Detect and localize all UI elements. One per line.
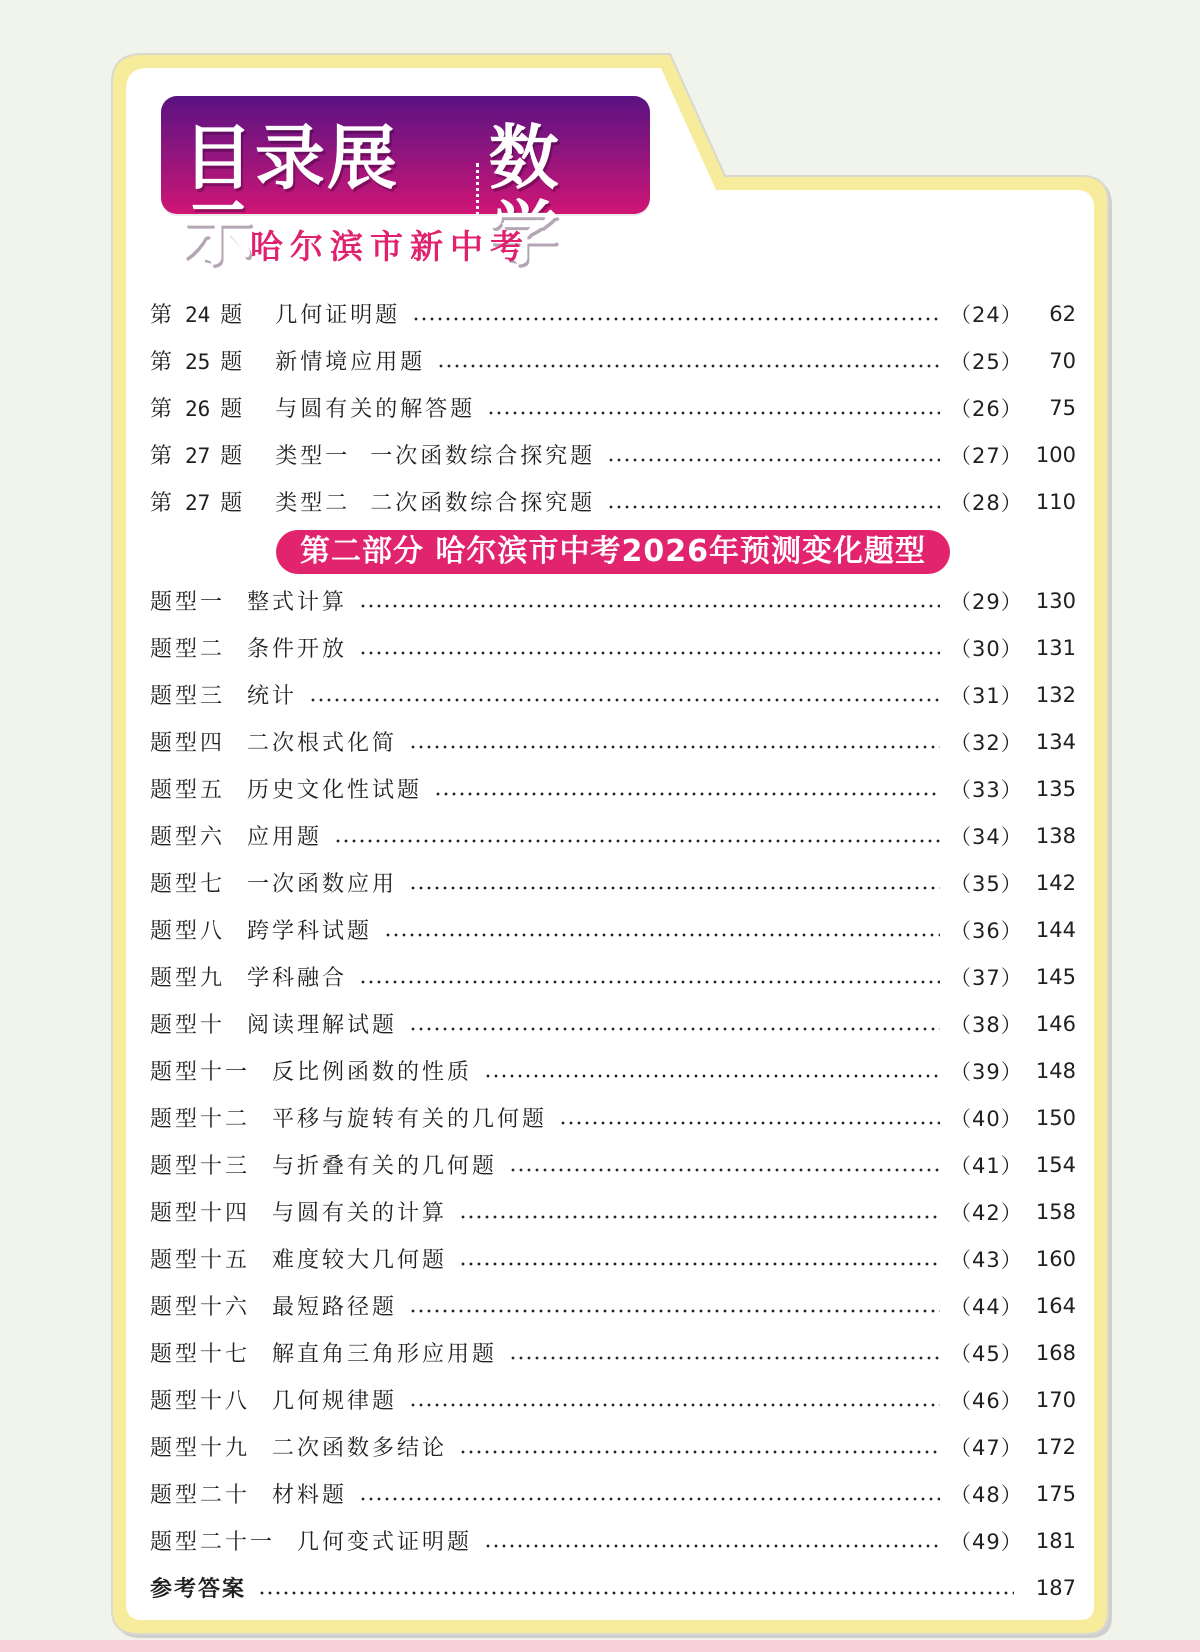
entry-label (150, 1431, 447, 1462)
leader-dots (484, 1544, 940, 1548)
entry-title: 条件开放 (247, 637, 348, 662)
entry-title: 二次函数多结论 (272, 1436, 448, 1461)
leader-dots (258, 1591, 1014, 1595)
entry-title: 阅读理解试题 (247, 1013, 398, 1038)
part-two-list (150, 577, 1076, 1564)
toc-entry[interactable] (150, 431, 1076, 478)
entry-label (150, 820, 322, 851)
entry-label (150, 585, 347, 616)
entry-ref: （29） (950, 589, 1023, 614)
entry-ref: （43） (950, 1247, 1023, 1272)
entry-type-label: 题型五 (150, 778, 226, 803)
toc-entry[interactable] (150, 1376, 1076, 1423)
entry-ref: （37） (950, 965, 1023, 990)
entry-page: 145 (1035, 964, 1076, 989)
entry-title: 几何规律题 (272, 1389, 398, 1414)
entry-page: 158 (1035, 1199, 1076, 1224)
toc-entry[interactable] (150, 337, 1076, 384)
entry-ref: （49） (950, 1529, 1023, 1554)
header-subtitle: 哈尔滨市新中考 (250, 227, 530, 266)
toc-entry[interactable] (150, 384, 1076, 431)
toc-entry[interactable] (150, 1141, 1076, 1188)
leader-dots (359, 651, 940, 655)
header-divider (476, 163, 479, 229)
leader-dots (409, 1027, 940, 1031)
part-one-list (150, 290, 1076, 525)
entry-ref: （40） (950, 1106, 1023, 1131)
part-two-title: 第二部分 哈尔滨市中考2026年预测变化题型 (276, 530, 950, 574)
entry-page: 181 (1035, 1528, 1076, 1553)
leader-dots (509, 1356, 940, 1360)
toc-entry[interactable] (150, 1470, 1076, 1517)
entry-page: 100 (1035, 442, 1076, 467)
entry-page: 70 (1049, 348, 1076, 373)
entry-type-label: 题型十五 (150, 1248, 251, 1273)
entry-page: 134 (1035, 729, 1076, 754)
answers-title: 参考答案 (150, 1577, 247, 1602)
entry-type-label: 题型十二 (150, 1107, 251, 1132)
entry-type-label: 题型九 (150, 966, 226, 991)
entry-type-label: 题型十一 (150, 1060, 251, 1085)
entry-title: 反比例函数的性质 (272, 1060, 473, 1085)
entry-label (150, 867, 397, 898)
entry-title: 与圆有关的解答题 (275, 397, 476, 422)
entry-ref: （25） (950, 349, 1023, 374)
leader-dots (607, 458, 940, 462)
entry-ref: （48） (950, 1482, 1023, 1507)
entry-ref: （34） (950, 824, 1023, 849)
entry-label (150, 439, 595, 470)
entry-title: 二次根式化简 (247, 731, 398, 756)
entry-label (150, 1008, 397, 1039)
entry-ref: （39） (950, 1059, 1023, 1084)
entry-type-label: 题型六 (150, 825, 226, 850)
leader-dots (309, 698, 940, 702)
entry-ref: （36） (950, 918, 1023, 943)
entry-label (150, 1290, 397, 1321)
entry-ref: （41） (950, 1153, 1023, 1178)
leader-dots (334, 839, 940, 843)
entry-prefix: 第 (150, 444, 185, 469)
entry-page: 130 (1035, 588, 1076, 613)
entry-label (150, 1384, 397, 1415)
entry-prefix: 第 (150, 397, 185, 422)
entry-ref: （24） (950, 302, 1023, 327)
leader-dots (409, 745, 940, 749)
toc-entry[interactable] (150, 953, 1076, 1000)
entry-label (150, 1525, 472, 1556)
entry-page: 168 (1035, 1340, 1076, 1365)
toc-entry[interactable] (150, 1329, 1076, 1376)
entry-ref: （42） (950, 1200, 1023, 1225)
entry-title: 类型一 一次函数综合探究题 (275, 444, 596, 469)
toc-entry[interactable] (150, 290, 1076, 337)
entry-prefix: 第 (150, 491, 185, 516)
entry-label (150, 1478, 347, 1509)
entry-title: 历史文化性试题 (247, 778, 423, 803)
entry-suffix: 题 (210, 444, 276, 469)
entry-type-label: 题型七 (150, 872, 226, 897)
entry-question-number: 25 (185, 350, 211, 374)
entry-label (150, 345, 425, 376)
part-two-banner (150, 527, 1076, 577)
entry-question-number: 26 (185, 397, 211, 421)
entry-page: 135 (1035, 776, 1076, 801)
entry-page: 132 (1035, 682, 1076, 707)
entry-label (150, 679, 297, 710)
toc-entry[interactable] (150, 1423, 1076, 1470)
entry-title: 跨学科试题 (247, 919, 373, 944)
entry-label (150, 1196, 447, 1227)
toc-entry[interactable] (150, 1047, 1076, 1094)
entry-page: 138 (1035, 823, 1076, 848)
entry-page: 110 (1035, 489, 1076, 514)
entry-title: 几何变式证明题 (297, 1530, 473, 1555)
entry-ref: （27） (950, 443, 1023, 468)
leader-dots (437, 364, 940, 368)
entry-title: 类型二 二次函数综合探究题 (275, 491, 596, 516)
entry-label (150, 1149, 497, 1180)
leader-dots (484, 1074, 940, 1078)
entry-page: 164 (1035, 1293, 1076, 1318)
entry-label (150, 1243, 447, 1274)
toc-entry[interactable] (150, 1000, 1076, 1047)
entry-type-label: 题型十 (150, 1013, 226, 1038)
toc-entry[interactable] (150, 718, 1076, 765)
entry-title: 材料题 (272, 1483, 348, 1508)
entry-type-label: 题型十六 (150, 1295, 251, 1320)
leader-dots (509, 1168, 940, 1172)
toc-entry[interactable] (150, 1517, 1076, 1564)
toc-entry[interactable] (150, 478, 1076, 525)
entry-title: 难度较大几何题 (272, 1248, 448, 1273)
entry-suffix: 题 (210, 350, 276, 375)
entry-page: 62 (1049, 301, 1076, 326)
leader-dots (409, 1309, 940, 1313)
entry-page: 146 (1035, 1011, 1076, 1036)
entry-type-label: 题型十八 (150, 1389, 251, 1414)
entry-title: 与折叠有关的几何题 (272, 1154, 498, 1179)
toc-entry[interactable] (150, 765, 1076, 812)
entry-page: 148 (1035, 1058, 1076, 1083)
entry-type-label: 题型二 (150, 637, 226, 662)
entry-ref: （45） (950, 1341, 1023, 1366)
toc-entry[interactable] (150, 577, 1076, 624)
entry-type-label: 题型四 (150, 731, 226, 756)
entry-question-number: 27 (185, 491, 211, 515)
entry-ref: （26） (950, 396, 1023, 421)
entry-type-label: 题型二十 (150, 1483, 251, 1508)
entry-title: 与圆有关的计算 (272, 1201, 448, 1226)
entry-title: 整式计算 (247, 590, 348, 615)
entry-type-label: 题型三 (150, 684, 226, 709)
toc-entry[interactable] (150, 1188, 1076, 1235)
entry-question-number: 24 (185, 303, 211, 327)
leader-dots (384, 933, 940, 937)
leader-dots (412, 317, 940, 321)
entry-title: 一次函数应用 (247, 872, 398, 897)
toc-entry[interactable] (150, 671, 1076, 718)
entry-type-label: 题型一 (150, 590, 226, 615)
toc-entry[interactable] (150, 859, 1076, 906)
entry-ref: （38） (950, 1012, 1023, 1037)
entry-question-number: 27 (185, 444, 211, 468)
leader-dots (487, 411, 940, 415)
answers-page: 187 (1035, 1575, 1076, 1600)
entry-label (150, 486, 595, 517)
entry-label (150, 392, 475, 423)
entry-type-label: 题型十七 (150, 1342, 251, 1367)
entry-label (150, 914, 372, 945)
entry-ref: （46） (950, 1388, 1023, 1413)
entry-suffix: 题 (210, 303, 276, 328)
entry-type-label: 题型十四 (150, 1201, 251, 1226)
entry-ref: （35） (950, 871, 1023, 896)
leader-dots (559, 1121, 940, 1125)
leader-dots (434, 792, 940, 796)
entry-prefix: 第 (150, 350, 185, 375)
entry-label (150, 773, 422, 804)
entry-title: 几何证明题 (275, 303, 401, 328)
entry-ref: （30） (950, 636, 1023, 661)
entry-page: 160 (1035, 1246, 1076, 1271)
entry-type-label: 题型十三 (150, 1154, 251, 1179)
entry-page: 175 (1035, 1481, 1076, 1506)
entry-page: 170 (1035, 1387, 1076, 1412)
entry-title: 统计 (247, 684, 298, 709)
entry-ref: （33） (950, 777, 1023, 802)
leader-dots (409, 1403, 940, 1407)
entry-ref: （44） (950, 1294, 1023, 1319)
toc-entry[interactable] (150, 1282, 1076, 1329)
entry-page: 172 (1035, 1434, 1076, 1459)
leader-dots (459, 1262, 940, 1266)
entry-label (150, 961, 347, 992)
entry-title: 新情境应用题 (275, 350, 426, 375)
entry-label (150, 298, 400, 329)
entry-title: 学科融合 (247, 966, 348, 991)
toc-entry[interactable] (150, 906, 1076, 953)
entry-label (150, 726, 397, 757)
entry-prefix: 第 (150, 303, 185, 328)
entry-page: 154 (1035, 1152, 1076, 1177)
toc-entry[interactable] (150, 812, 1076, 859)
entry-ref: （31） (950, 683, 1023, 708)
entry-label (150, 1055, 472, 1086)
entry-title: 解直角三角形应用题 (272, 1342, 498, 1367)
leader-dots (359, 980, 940, 984)
entry-suffix: 题 (210, 491, 276, 516)
leader-dots (607, 505, 940, 509)
table-of-contents (150, 290, 1076, 1611)
toc-entry[interactable] (150, 624, 1076, 671)
entry-title: 平移与旋转有关的几何题 (272, 1107, 548, 1132)
leader-dots (459, 1450, 940, 1454)
leader-dots (359, 604, 940, 608)
entry-page: 144 (1035, 917, 1076, 942)
toc-entry[interactable] (150, 1235, 1076, 1282)
leader-dots (409, 886, 940, 890)
entry-type-label: 题型十九 (150, 1436, 251, 1461)
entry-page: 150 (1035, 1105, 1076, 1130)
entry-ref: （28） (950, 490, 1023, 515)
entry-ref: （47） (950, 1435, 1023, 1460)
entry-page: 131 (1035, 635, 1076, 660)
entry-page: 142 (1035, 870, 1076, 895)
toc-entry[interactable] (150, 1094, 1076, 1141)
entry-type-label: 题型八 (150, 919, 226, 944)
leader-dots (359, 1497, 940, 1501)
entry-label (150, 632, 347, 663)
answers-row[interactable] (150, 1564, 1076, 1611)
header-subject: 数学 (488, 117, 561, 275)
entry-title: 最短路径题 (272, 1295, 398, 1320)
entry-suffix: 题 (210, 397, 276, 422)
header-title: 目录展示 (183, 117, 399, 275)
entry-ref: （32） (950, 730, 1023, 755)
entry-label (150, 1102, 547, 1133)
entry-label (150, 1337, 497, 1368)
entry-page: 75 (1049, 395, 1076, 420)
entry-title: 应用题 (247, 825, 323, 850)
leader-dots (459, 1215, 940, 1219)
entry-type-label: 题型二十一 (150, 1530, 276, 1555)
